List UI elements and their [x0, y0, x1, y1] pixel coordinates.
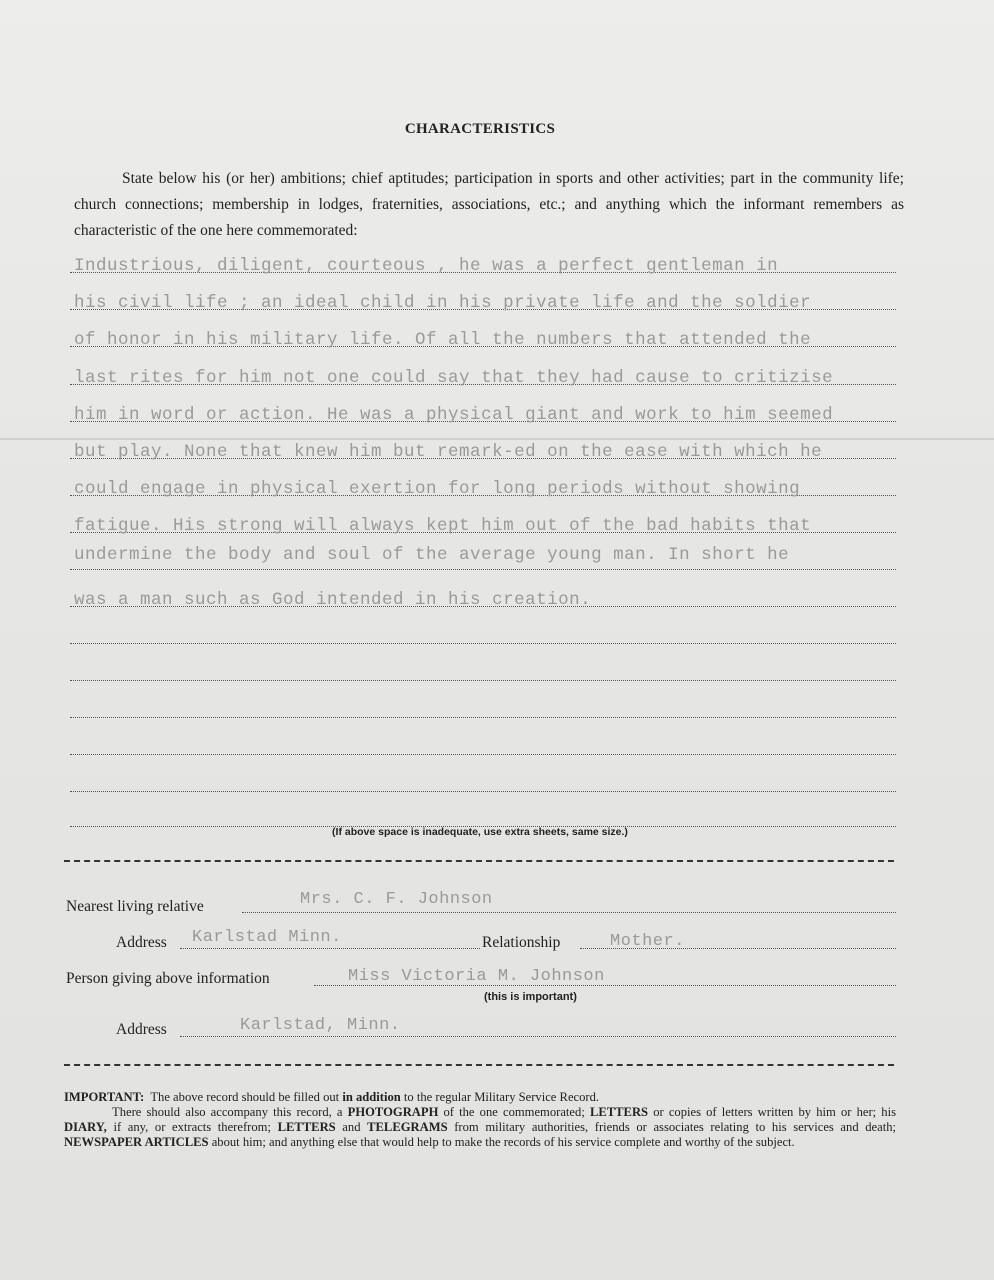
relationship-label: Relationship	[482, 934, 561, 951]
ruled-line	[70, 791, 896, 792]
informant-address-label: Address	[116, 1021, 167, 1038]
informant-address-line	[180, 1036, 896, 1037]
typed-line: was a man such as God intended in his creation.	[74, 590, 592, 610]
informant-note: (this is important)	[484, 991, 577, 1003]
important-p2: There should also accompany this record, a PHOTOGRAPH of the one commemorated; LETTERS or copies of letters written by him or her; his DIARY, if any, or extracts therefrom; LETTERS and TELEGRAMS from military authorities, friends or associates relating to his services and death; NEWSPAPER ARTICLES about him; and anything else that would help to make the records of his service complete and worthy of the subject.	[64, 1105, 897, 1149]
typed-line: but play. None that knew him but remark-ed on the ease with which he	[74, 442, 823, 462]
relative-address-label: Address	[116, 934, 167, 951]
ruled-line	[70, 569, 896, 570]
section-divider	[64, 1064, 894, 1066]
ruled-line	[70, 717, 896, 718]
instructions-text: State below his (or her) ambitions; chief aptitudes; participation in sports and other activities; part in the community life; church connections; membership in lodges, fraternities, associations, etc.; and anything which the informant remembers as characteristic of the one here commemorated:	[74, 170, 904, 239]
important-notice	[64, 1090, 896, 1150]
informant-value: Miss Victoria M. Johnson	[348, 967, 605, 986]
important-p1: IMPORTANT: The above record should be filled out in addition to the regular Military Service Record.	[64, 1090, 600, 1104]
typed-line: last rites for him not one could say that they had cause to critizise	[74, 368, 834, 388]
relationship-value: Mother.	[610, 932, 685, 951]
section-heading: CHARACTERISTICS	[404, 121, 556, 137]
nearest-relative-line	[242, 912, 896, 913]
typed-line: of honor in his military life. Of all the numbers that attended the	[74, 330, 812, 350]
paper-fold	[0, 438, 994, 440]
nearest-relative-value: Mrs. C. F. Johnson	[300, 890, 493, 909]
nearest-relative-label: Nearest living relative	[66, 898, 204, 915]
typed-line: undermine the body and soul of the average young man. In short he	[74, 545, 790, 565]
space-note: (If above space is inadequate, use extra sheets, same size.)	[332, 826, 628, 838]
ruled-line	[70, 754, 896, 755]
section-divider	[64, 860, 894, 862]
typed-line: his civil life ; an ideal child in his private life and the soldier	[74, 293, 812, 313]
typed-line: Industrious, diligent, courteous , he was a perfect gentleman in	[74, 256, 779, 276]
ruled-line	[70, 680, 896, 681]
relative-address-value: Karlstad Minn.	[192, 928, 342, 947]
informant-address-value: Karlstad, Minn.	[240, 1016, 401, 1035]
informant-label: Person giving above information	[66, 970, 270, 987]
typed-line: him in word or action. He was a physical giant and work to him seemed	[74, 405, 834, 425]
relative-address-line	[180, 948, 480, 949]
typed-line: could engage in physical exertion for long periods without showing	[74, 479, 801, 499]
typed-line: fatigue. His strong will always kept him out of the bad habits that	[74, 516, 812, 536]
ruled-line	[70, 643, 896, 644]
